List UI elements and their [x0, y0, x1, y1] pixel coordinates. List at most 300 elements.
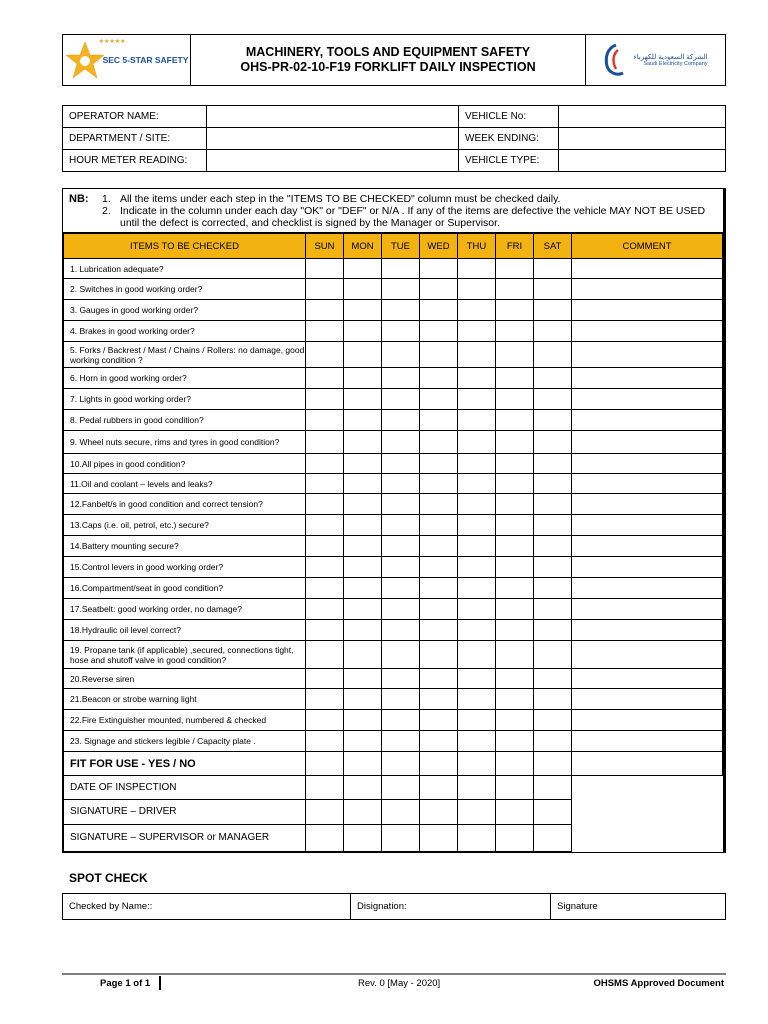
thu-date-of-inspection-cell[interactable] [458, 776, 496, 800]
mon-fit-cell[interactable] [344, 752, 382, 776]
tue-check-cell[interactable] [382, 279, 420, 300]
sun-check-cell[interactable] [306, 710, 344, 731]
thu-check-cell[interactable] [458, 279, 496, 300]
fri-check-cell[interactable] [496, 689, 534, 710]
checklist-item-label: 17.Seatbelt: good working order, no damage? [64, 599, 306, 620]
fri-check-cell[interactable] [496, 599, 534, 620]
sun-check-cell[interactable] [306, 599, 344, 620]
fri-check-cell[interactable] [496, 321, 534, 342]
tue-check-cell[interactable] [382, 300, 420, 321]
sat-check-cell[interactable] [534, 710, 572, 731]
checklist-item-label: 18.Hydraulic oil level correct? [64, 620, 306, 641]
sat-signature-supervisor-cell[interactable] [534, 825, 572, 852]
tue-check-cell[interactable] [382, 368, 420, 389]
tue-check-cell[interactable] [382, 536, 420, 557]
mon-check-cell[interactable] [344, 368, 382, 389]
checklist-header-row [64, 234, 723, 259]
logo-arabic-text: الشركة السعودية للكهرباء [633, 54, 708, 61]
checklist-item-row [64, 431, 723, 454]
checklist-item-label: 23. Signage and stickers legible / Capacity plate . [64, 731, 306, 752]
fri-check-cell[interactable] [496, 474, 534, 494]
wed-check-cell[interactable] [420, 710, 458, 731]
date-of-inspection-row [64, 776, 723, 800]
sun-check-cell[interactable] [306, 368, 344, 389]
tue-check-cell[interactable] [382, 669, 420, 689]
wed-check-cell[interactable] [420, 689, 458, 710]
sun-check-cell[interactable] [306, 259, 344, 279]
sat-check-cell[interactable] [534, 731, 572, 752]
sat-check-cell[interactable] [534, 279, 572, 300]
wed-check-cell[interactable] [420, 342, 458, 368]
tue-check-cell[interactable] [382, 731, 420, 752]
comment-cell[interactable] [572, 641, 723, 669]
vehicle-type-label: VEHICLE TYPE: [459, 150, 559, 172]
checklist-item-row [64, 710, 723, 731]
fri-check-cell[interactable] [496, 259, 534, 279]
comment-cell[interactable] [572, 620, 723, 641]
comment-cell[interactable] [572, 368, 723, 389]
mon-check-cell[interactable] [344, 494, 382, 515]
sat-check-cell[interactable] [534, 342, 572, 368]
sun-check-cell[interactable] [306, 494, 344, 515]
mon-check-cell[interactable] [344, 410, 382, 431]
col-thu-header: THU [458, 234, 496, 259]
comment-cell[interactable] [572, 410, 723, 431]
sun-check-cell[interactable] [306, 410, 344, 431]
fri-check-cell[interactable] [496, 410, 534, 431]
sun-check-cell[interactable] [306, 689, 344, 710]
mon-check-cell[interactable] [344, 454, 382, 474]
checklist-item-row [64, 321, 723, 342]
mon-check-cell[interactable] [344, 731, 382, 752]
checklist-item-row [64, 536, 723, 557]
comment-cell[interactable] [572, 389, 723, 410]
sat-check-cell[interactable] [534, 669, 572, 689]
thu-signature-supervisor-cell[interactable] [458, 825, 496, 852]
fri-check-cell[interactable] [496, 454, 534, 474]
note-number: 2. [102, 205, 111, 217]
mon-check-cell[interactable] [344, 342, 382, 368]
thu-check-cell[interactable] [458, 321, 496, 342]
sat-check-cell[interactable] [534, 259, 572, 279]
checklist-item-row [64, 689, 723, 710]
tue-check-cell[interactable] [382, 389, 420, 410]
sat-check-cell[interactable] [534, 599, 572, 620]
wed-check-cell[interactable] [420, 536, 458, 557]
title-line-2: OHS-PR-02-10-F19 FORKLIFT DAILY INSPECTION [240, 60, 536, 74]
tue-check-cell[interactable] [382, 641, 420, 669]
tue-date-of-inspection-cell[interactable] [382, 776, 420, 800]
empty-cell [572, 776, 723, 800]
thu-check-cell[interactable] [458, 669, 496, 689]
mon-check-cell[interactable] [344, 474, 382, 494]
thu-check-cell[interactable] [458, 389, 496, 410]
tue-check-cell[interactable] [382, 578, 420, 599]
checklist-item-label: 1. Lubrication adequate? [64, 259, 306, 279]
wed-check-cell[interactable] [420, 300, 458, 321]
thu-check-cell[interactable] [458, 536, 496, 557]
fri-check-cell[interactable] [496, 536, 534, 557]
comment-cell[interactable] [572, 710, 723, 731]
checklist-item-row [64, 620, 723, 641]
thu-check-cell[interactable] [458, 410, 496, 431]
checklist-item-label: 22.Fire Extinguisher mounted, numbered & checked [64, 710, 306, 731]
vehicle-info-table [62, 105, 726, 172]
tue-check-cell[interactable] [382, 342, 420, 368]
document-header [62, 34, 726, 86]
mon-check-cell[interactable] [344, 669, 382, 689]
mon-check-cell[interactable] [344, 389, 382, 410]
col-sat-header: SAT [534, 234, 572, 259]
wed-check-cell[interactable] [420, 259, 458, 279]
wed-check-cell[interactable] [420, 389, 458, 410]
wed-check-cell[interactable] [420, 279, 458, 300]
checklist-item-label: 4. Brakes in good working order? [64, 321, 306, 342]
designation-field[interactable]: Disignation: [351, 894, 551, 920]
sun-check-cell[interactable] [306, 578, 344, 599]
tue-check-cell[interactable] [382, 321, 420, 342]
fri-check-cell[interactable] [496, 494, 534, 515]
thu-check-cell[interactable] [458, 710, 496, 731]
fri-check-cell[interactable] [496, 731, 534, 752]
sat-check-cell[interactable] [534, 474, 572, 494]
mon-signature-driver-cell[interactable] [344, 800, 382, 825]
sun-fit-cell[interactable] [306, 752, 344, 776]
comment-cell[interactable] [572, 494, 723, 515]
wed-check-cell[interactable] [420, 557, 458, 578]
comment-cell[interactable] [572, 669, 723, 689]
checked-by-name-field[interactable]: Checked by Name:: [63, 894, 351, 920]
checklist-item-label: 5. Forks / Backrest / Mast / Chains / Rollers: no damage, good working condition ? [64, 342, 306, 368]
tue-check-cell[interactable] [382, 557, 420, 578]
thu-check-cell[interactable] [458, 368, 496, 389]
wed-signature-driver-cell[interactable] [420, 800, 458, 825]
hour-meter-label: HOUR METER READING: [63, 150, 207, 172]
fri-check-cell[interactable] [496, 620, 534, 641]
fri-signature-supervisor-cell[interactable] [496, 825, 534, 852]
wed-check-cell[interactable] [420, 620, 458, 641]
mon-check-cell[interactable] [344, 279, 382, 300]
thu-check-cell[interactable] [458, 494, 496, 515]
thu-check-cell[interactable] [458, 431, 496, 454]
tue-check-cell[interactable] [382, 494, 420, 515]
sat-signature-driver-cell[interactable] [534, 800, 572, 825]
footer-bar [159, 976, 161, 990]
sec-5-star-safety-logo [63, 35, 191, 85]
sat-check-cell[interactable] [534, 557, 572, 578]
tue-check-cell[interactable] [382, 599, 420, 620]
comment-cell[interactable] [572, 342, 723, 368]
rating-stars: ★★★★★ [98, 39, 126, 45]
tue-check-cell[interactable] [382, 410, 420, 431]
comment-cell[interactable] [572, 689, 723, 710]
sun-check-cell[interactable] [306, 300, 344, 321]
comment-cell[interactable] [572, 515, 723, 536]
tue-check-cell[interactable] [382, 515, 420, 536]
thu-fit-cell[interactable] [458, 752, 496, 776]
thu-check-cell[interactable] [458, 731, 496, 752]
checklist-item-row [64, 300, 723, 321]
thu-check-cell[interactable] [458, 454, 496, 474]
notes-block [63, 189, 723, 233]
spot-check-table [62, 893, 726, 920]
mon-check-cell[interactable] [344, 557, 382, 578]
thu-check-cell[interactable] [458, 641, 496, 669]
document-title [191, 35, 585, 85]
mon-check-cell[interactable] [344, 689, 382, 710]
tue-check-cell[interactable] [382, 710, 420, 731]
fri-check-cell[interactable] [496, 578, 534, 599]
checklist-item-row [64, 641, 723, 669]
thu-check-cell[interactable] [458, 342, 496, 368]
wed-check-cell[interactable] [420, 368, 458, 389]
vehicle-type-field[interactable] [559, 150, 726, 172]
revision-info: Rev. 0 [May - 2020] [358, 978, 441, 989]
fri-check-cell[interactable] [496, 368, 534, 389]
wed-check-cell[interactable] [420, 431, 458, 454]
wed-fit-cell[interactable] [420, 752, 458, 776]
checklist-item-label: 10.All pipes in good condition? [64, 454, 306, 474]
fri-signature-driver-cell[interactable] [496, 800, 534, 825]
star-icon [65, 40, 105, 80]
thu-check-cell[interactable] [458, 620, 496, 641]
mon-check-cell[interactable] [344, 599, 382, 620]
sun-check-cell[interactable] [306, 431, 344, 454]
tue-check-cell[interactable] [382, 431, 420, 454]
sun-check-cell[interactable] [306, 557, 344, 578]
comment-cell[interactable] [572, 300, 723, 321]
sat-check-cell[interactable] [534, 389, 572, 410]
comment-cell[interactable] [572, 557, 723, 578]
wed-check-cell[interactable] [420, 641, 458, 669]
wed-signature-supervisor-cell[interactable] [420, 825, 458, 852]
sun-check-cell[interactable] [306, 515, 344, 536]
comment-cell[interactable] [572, 279, 723, 300]
tue-check-cell[interactable] [382, 474, 420, 494]
tue-signature-supervisor-cell[interactable] [382, 825, 420, 852]
checklist-item-label: 19. Propane tank (if applicable) ,secured, connections tight, hose and shutoff valve in good condition? [64, 641, 306, 669]
sat-check-cell[interactable] [534, 454, 572, 474]
comment-cell[interactable] [572, 599, 723, 620]
fri-check-cell[interactable] [496, 342, 534, 368]
comment-cell[interactable] [572, 321, 723, 342]
fit-for-use-label: FIT FOR USE - YES / NO [64, 752, 306, 776]
wed-check-cell[interactable] [420, 474, 458, 494]
mon-check-cell[interactable] [344, 515, 382, 536]
mon-check-cell[interactable] [344, 431, 382, 454]
mon-signature-supervisor-cell[interactable] [344, 825, 382, 852]
sun-check-cell[interactable] [306, 641, 344, 669]
fri-fit-cell[interactable] [496, 752, 534, 776]
checklist-item-row [64, 454, 723, 474]
checklist-item-row [64, 279, 723, 300]
sun-check-cell[interactable] [306, 389, 344, 410]
comment-cell[interactable] [572, 731, 723, 752]
wed-check-cell[interactable] [420, 731, 458, 752]
info-row [63, 106, 726, 128]
fri-check-cell[interactable] [496, 515, 534, 536]
vehicle-no-label: VEHICLE No: [459, 106, 559, 128]
sat-check-cell[interactable] [534, 536, 572, 557]
sun-check-cell[interactable] [306, 669, 344, 689]
sat-check-cell[interactable] [534, 578, 572, 599]
vehicle-no-field[interactable] [559, 106, 726, 128]
notes-label: NB: [69, 193, 89, 205]
tue-check-cell[interactable] [382, 454, 420, 474]
wed-check-cell[interactable] [420, 494, 458, 515]
sun-signature-driver-cell[interactable] [306, 800, 344, 825]
thu-signature-driver-cell[interactable] [458, 800, 496, 825]
sat-check-cell[interactable] [534, 410, 572, 431]
comment-cell[interactable] [572, 454, 723, 474]
col-comment-header: COMMENT [572, 234, 723, 259]
mon-date-of-inspection-cell[interactable] [344, 776, 382, 800]
department-site-field[interactable] [207, 128, 459, 150]
wed-check-cell[interactable] [420, 515, 458, 536]
tue-signature-driver-cell[interactable] [382, 800, 420, 825]
checklist-item-label: 2. Switches in good working order? [64, 279, 306, 300]
checklist-item-label: 8. Pedal rubbers in good condition? [64, 410, 306, 431]
sun-signature-supervisor-cell[interactable] [306, 825, 344, 852]
checklist-item-label: 16.Compartment/seat in good condition? [64, 578, 306, 599]
mon-check-cell[interactable] [344, 321, 382, 342]
checklist-item-row [64, 669, 723, 689]
fri-date-of-inspection-cell[interactable] [496, 776, 534, 800]
comment-cell[interactable] [572, 578, 723, 599]
thu-check-cell[interactable] [458, 599, 496, 620]
spot-check-title: SPOT CHECK [69, 871, 148, 885]
note-text: Indicate in the column under each day "OK" or "DEF" or N/A . If any of the items are defective the vehicle MAY NOT BE USED until the defect is corrected, and checklist is signed by the Manager or Supervisor. [120, 205, 706, 229]
col-mon-header: MON [344, 234, 382, 259]
sun-check-cell[interactable] [306, 474, 344, 494]
checklist-item-label: 20.Reverse siren [64, 669, 306, 689]
info-row [63, 128, 726, 150]
sun-check-cell[interactable] [306, 279, 344, 300]
sat-check-cell[interactable] [534, 494, 572, 515]
fri-check-cell[interactable] [496, 431, 534, 454]
tue-check-cell[interactable] [382, 259, 420, 279]
mon-check-cell[interactable] [344, 536, 382, 557]
sun-check-cell[interactable] [306, 321, 344, 342]
comment-cell[interactable] [572, 752, 723, 776]
operator-name-field[interactable] [207, 106, 459, 128]
sat-check-cell[interactable] [534, 515, 572, 536]
logo-english-text: Saudi Electricity Company [643, 61, 708, 67]
thu-check-cell[interactable] [458, 557, 496, 578]
thu-check-cell[interactable] [458, 300, 496, 321]
wed-check-cell[interactable] [420, 410, 458, 431]
comment-cell[interactable] [572, 431, 723, 454]
sun-date-of-inspection-cell[interactable] [306, 776, 344, 800]
fri-check-cell[interactable] [496, 669, 534, 689]
signature-supervisor-label: SIGNATURE – SUPERVISOR or MANAGER [64, 825, 306, 852]
fri-check-cell[interactable] [496, 710, 534, 731]
tue-fit-cell[interactable] [382, 752, 420, 776]
thu-check-cell[interactable] [458, 474, 496, 494]
sat-check-cell[interactable] [534, 321, 572, 342]
empty-cell [572, 825, 723, 852]
col-items-header: ITEMS TO BE CHECKED [64, 234, 306, 259]
checklist-item-row [64, 259, 723, 279]
checklist-item-label: 11.Oil and coolant – levels and leaks? [64, 474, 306, 494]
fri-check-cell[interactable] [496, 389, 534, 410]
mon-check-cell[interactable] [344, 710, 382, 731]
checklist-item-row [64, 578, 723, 599]
fri-check-cell[interactable] [496, 557, 534, 578]
sat-check-cell[interactable] [534, 620, 572, 641]
checklist-item-label: 3. Gauges in good working order? [64, 300, 306, 321]
sat-fit-cell[interactable] [534, 752, 572, 776]
thu-check-cell[interactable] [458, 515, 496, 536]
checklist-item-row [64, 368, 723, 389]
comment-cell[interactable] [572, 536, 723, 557]
sun-check-cell[interactable] [306, 536, 344, 557]
thu-check-cell[interactable] [458, 578, 496, 599]
sat-date-of-inspection-cell[interactable] [534, 776, 572, 800]
fri-check-cell[interactable] [496, 300, 534, 321]
checklist-item-row [64, 389, 723, 410]
comment-cell[interactable] [572, 474, 723, 494]
sun-check-cell[interactable] [306, 342, 344, 368]
date-of-inspection-label: DATE OF INSPECTION [64, 776, 306, 800]
checklist-item-row [64, 474, 723, 494]
fri-check-cell[interactable] [496, 279, 534, 300]
week-ending-field[interactable] [559, 128, 726, 150]
operator-name-label: OPERATOR NAME: [63, 106, 207, 128]
approval-label: OHSMS Approved Document [593, 978, 724, 989]
signature-supervisor-row [64, 825, 723, 852]
department-site-label: DEPARTMENT / SITE: [63, 128, 207, 150]
sat-check-cell[interactable] [534, 368, 572, 389]
wed-check-cell[interactable] [420, 599, 458, 620]
mon-check-cell[interactable] [344, 300, 382, 321]
mon-check-cell[interactable] [344, 620, 382, 641]
fri-check-cell[interactable] [496, 641, 534, 669]
checklist-item-row [64, 731, 723, 752]
signature-driver-label: SIGNATURE – DRIVER [64, 800, 306, 825]
col-sun-header: SUN [306, 234, 344, 259]
tue-check-cell[interactable] [382, 689, 420, 710]
spot-signature-field[interactable]: Signature [551, 894, 726, 920]
mon-check-cell[interactable] [344, 641, 382, 669]
wed-check-cell[interactable] [420, 578, 458, 599]
sun-check-cell[interactable] [306, 620, 344, 641]
wed-check-cell[interactable] [420, 454, 458, 474]
thu-check-cell[interactable] [458, 259, 496, 279]
sat-check-cell[interactable] [534, 641, 572, 669]
wed-check-cell[interactable] [420, 669, 458, 689]
sat-check-cell[interactable] [534, 689, 572, 710]
checklist-item-row [64, 494, 723, 515]
sun-check-cell[interactable] [306, 454, 344, 474]
mon-check-cell[interactable] [344, 578, 382, 599]
checklist-item-row [64, 410, 723, 431]
tue-check-cell[interactable] [382, 620, 420, 641]
sat-check-cell[interactable] [534, 431, 572, 454]
checklist-item-label: 6. Horn in good working order? [64, 368, 306, 389]
mon-check-cell[interactable] [344, 259, 382, 279]
wed-check-cell[interactable] [420, 321, 458, 342]
sat-check-cell[interactable] [534, 300, 572, 321]
thu-check-cell[interactable] [458, 689, 496, 710]
hour-meter-field[interactable] [207, 150, 459, 172]
checklist-item-row [64, 342, 723, 368]
checklist-item-label: 12.Fanbelt/s in good condition and correct tension? [64, 494, 306, 515]
comment-cell[interactable] [572, 259, 723, 279]
wed-date-of-inspection-cell[interactable] [420, 776, 458, 800]
sun-check-cell[interactable] [306, 731, 344, 752]
signature-driver-row [64, 800, 723, 825]
